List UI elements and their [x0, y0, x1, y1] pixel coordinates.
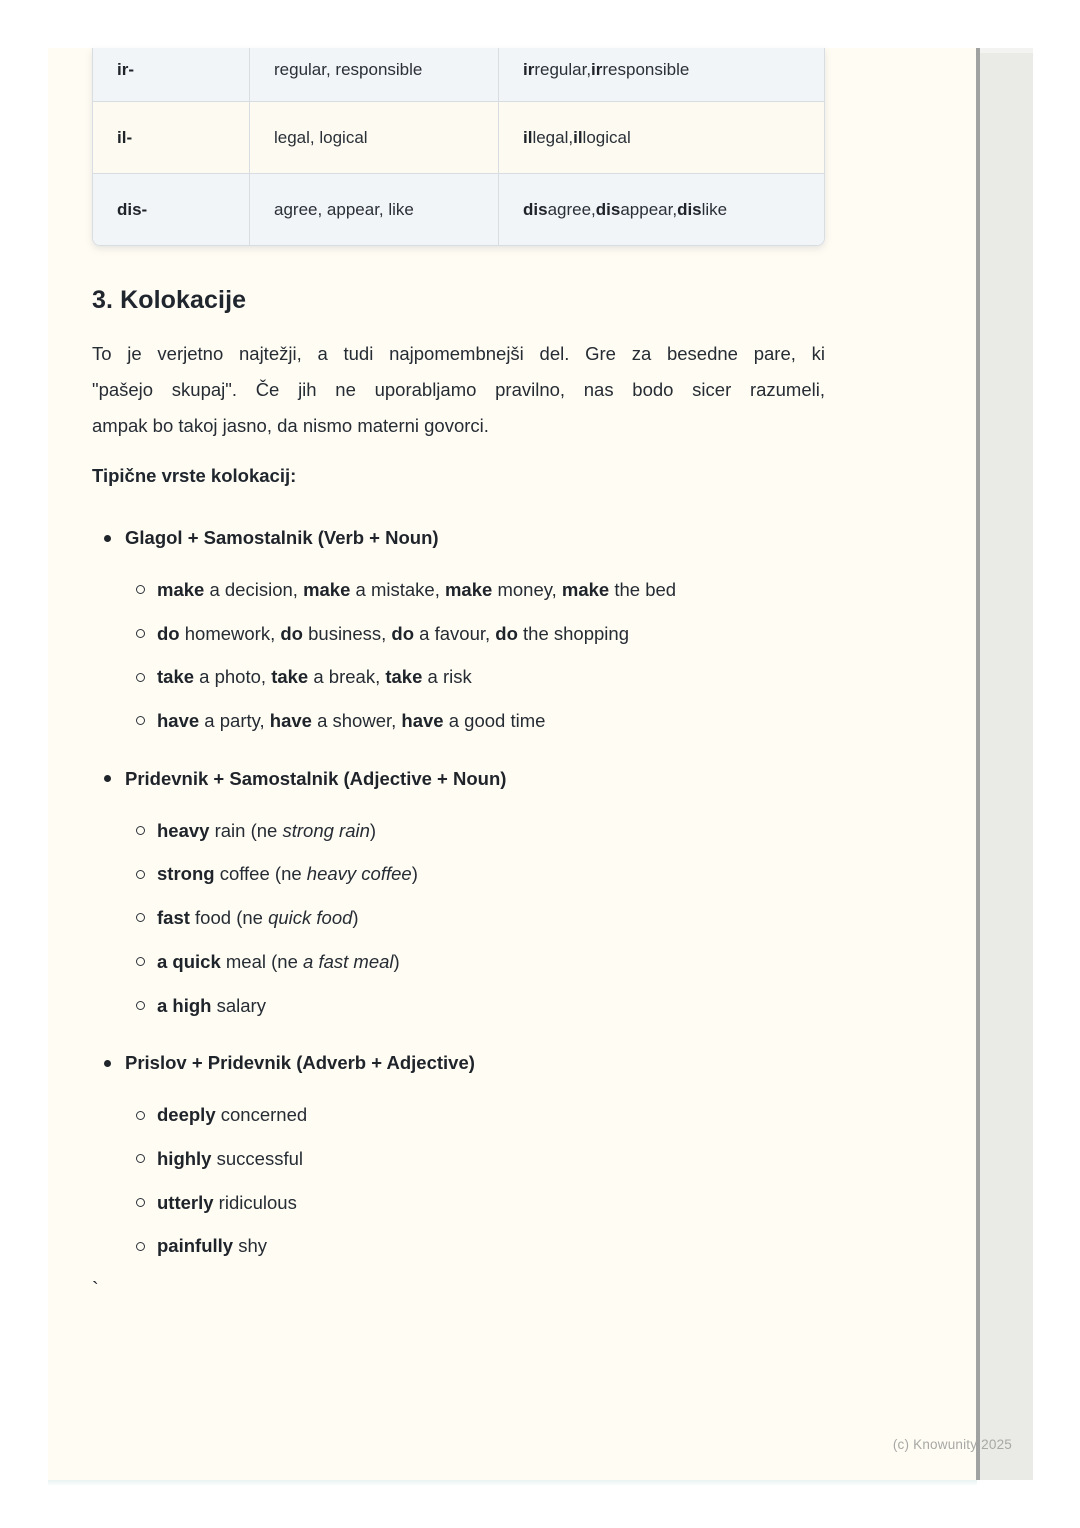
circle-bullet-icon [136, 585, 145, 594]
circle-bullet-icon [136, 1198, 145, 1207]
collocation-example: deeply concerned [157, 1104, 308, 1126]
table-cell-result: ir regular, ir responsible [498, 48, 824, 101]
collocation-example: heavy rain (ne strong rain) [157, 819, 377, 841]
circle-bullet-icon [136, 870, 145, 879]
paragraph-line: ampak bo takoj jasno, da nismo materni govorci. [92, 415, 489, 436]
stray-backtick-character: ` [92, 1279, 99, 1301]
document-page [48, 48, 977, 1480]
list-item-level2 [92, 699, 825, 743]
table-row [93, 173, 824, 245]
prefix-table [92, 48, 825, 246]
page-bottom-edge [48, 1480, 977, 1486]
bullet-icon [104, 1060, 111, 1067]
list-item-level2 [92, 1093, 825, 1137]
list-item-level2 [92, 896, 825, 940]
list-group-adjective-noun [92, 757, 825, 1027]
table-row [93, 101, 824, 173]
list-item-level2 [92, 940, 825, 984]
bullet-icon [104, 535, 111, 542]
list-item-level2 [92, 612, 825, 656]
collocation-list [92, 516, 825, 1268]
collocation-types-label: Tipične vrste kolokacij: [92, 465, 297, 486]
circle-bullet-icon [136, 1001, 145, 1010]
list-item-level1 [92, 757, 825, 801]
collocation-example: painfully shy [157, 1235, 267, 1257]
list-group-adverb-adjective [92, 1041, 825, 1268]
bullet-icon [104, 775, 111, 782]
list-item-level1 [92, 1041, 825, 1085]
collocation-example: fast food (ne quick food) [157, 907, 359, 929]
circle-bullet-icon [136, 1111, 145, 1120]
collocation-example: utterly ridiculous [157, 1191, 297, 1213]
group-title: Prislov + Pridevnik (Adverb + Adjective) [125, 1052, 475, 1074]
table-cell-base: regular, responsible [249, 48, 498, 101]
circle-bullet-icon [136, 716, 145, 725]
list-item-level2 [92, 852, 825, 896]
list-item-level2 [92, 655, 825, 699]
table-cell-base: legal, logical [249, 102, 498, 173]
circle-bullet-icon [136, 957, 145, 966]
list-item-level2 [92, 1137, 825, 1181]
collocation-example: a high salary [157, 994, 266, 1016]
table-cell-result: dis agree, dis appear, dis like [498, 174, 824, 245]
circle-bullet-icon [136, 826, 145, 835]
circle-bullet-icon [136, 629, 145, 638]
group-title: Pridevnik + Samostalnik (Adjective + Noun) [125, 767, 507, 789]
circle-bullet-icon [136, 913, 145, 922]
copyright-watermark: (c) Knowunity 2025 [892, 1437, 1012, 1452]
list-group-verb-noun [92, 516, 825, 743]
list-item-level1 [92, 516, 825, 560]
circle-bullet-icon [136, 673, 145, 682]
collocation-example: strong coffee (ne heavy coffee) [157, 863, 418, 885]
table-cell-prefix: il- [117, 127, 133, 147]
collocation-example: a quick meal (ne a fast meal) [157, 950, 400, 972]
table-cell-base: agree, appear, like [249, 174, 498, 245]
list-item-level2 [92, 1181, 825, 1225]
list-item-level2 [92, 1224, 825, 1268]
list-item-level2 [92, 809, 825, 853]
table-cell-result: il legal, il logical [498, 102, 824, 173]
paragraph-line: To je verjetno najtežji, a tudi najpomembnejši del. Gre za besedne pare, ki [92, 343, 825, 364]
collocation-example: make a decision, make a mistake, make money, make the bed [157, 579, 677, 600]
list-item-level2 [92, 568, 825, 612]
group-title: Glagol + Samostalnik (Verb + Noun) [125, 527, 439, 548]
table-cell-prefix: dis- [117, 199, 148, 219]
paragraph-line: "pašejo skupaj". Če jih ne uporabljamo pravilno, nas bodo sicer razumeli, [92, 379, 825, 400]
table-cell-prefix: ir- [117, 60, 134, 79]
section-heading: 3. Kolokacije [92, 286, 247, 314]
list-item-level2 [92, 984, 825, 1028]
collocation-example: highly successful [157, 1147, 303, 1169]
table-row [93, 48, 824, 101]
collocation-example: do homework, do business, do a favour, do the shopping [157, 622, 629, 644]
collocation-example: have a party, have a shower, have a good time [157, 710, 546, 732]
scrollbar-track-highlight [980, 48, 1033, 53]
circle-bullet-icon [136, 1242, 145, 1251]
intro-paragraph [92, 336, 825, 444]
scrollbar-track[interactable] [976, 48, 1033, 1480]
circle-bullet-icon [136, 1154, 145, 1163]
collocation-example: take a photo, take a break, take a risk [157, 666, 472, 688]
